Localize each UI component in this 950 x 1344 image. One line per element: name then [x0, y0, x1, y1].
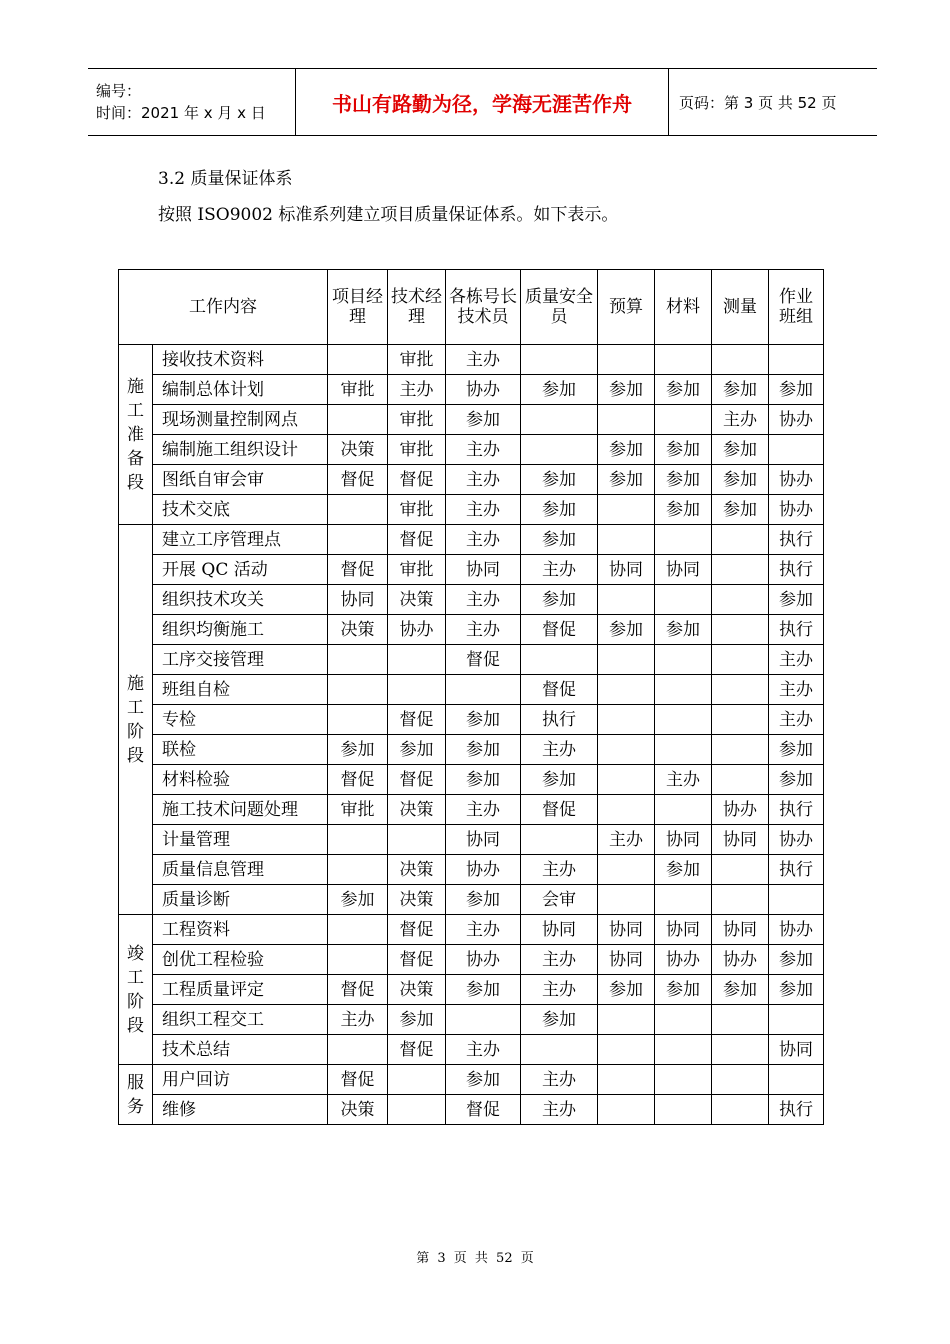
role-cell: 主办	[446, 915, 521, 945]
role-cell: 审批	[388, 405, 446, 435]
header-cell-material: 材料	[655, 270, 712, 345]
role-cell	[655, 795, 712, 825]
role-cell: 主办	[769, 675, 824, 705]
role-cell	[521, 825, 598, 855]
role-cell: 参加	[521, 525, 598, 555]
role-cell: 参加	[598, 435, 655, 465]
role-cell: 参加	[769, 585, 824, 615]
role-cell: 督促	[521, 795, 598, 825]
role-cell: 参加	[769, 375, 824, 405]
role-cell: 决策	[328, 435, 388, 465]
table-row	[119, 465, 824, 495]
page-header	[88, 68, 877, 136]
role-cell	[655, 525, 712, 555]
role-cell	[712, 615, 769, 645]
role-cell: 参加	[446, 975, 521, 1005]
role-cell: 会审	[521, 885, 598, 915]
table-row	[119, 555, 824, 585]
role-cell	[598, 585, 655, 615]
role-cell	[769, 885, 824, 915]
role-cell: 主办	[521, 945, 598, 975]
phase-label: 竣工阶段	[119, 915, 153, 1065]
task-cell: 现场测量控制网点	[153, 405, 328, 435]
role-cell: 主办	[446, 465, 521, 495]
role-cell: 督促	[328, 975, 388, 1005]
role-cell: 参加	[769, 945, 824, 975]
role-cell: 参加	[388, 1005, 446, 1035]
role-cell	[655, 885, 712, 915]
role-cell	[712, 525, 769, 555]
role-cell: 协办	[769, 465, 824, 495]
role-cell	[712, 645, 769, 675]
role-cell	[712, 855, 769, 885]
role-cell: 主办	[446, 1035, 521, 1065]
role-cell: 督促	[388, 1035, 446, 1065]
task-cell: 技术交底	[153, 495, 328, 525]
role-cell: 协同	[446, 825, 521, 855]
role-cell: 督促	[328, 465, 388, 495]
role-cell: 主办	[446, 615, 521, 645]
role-cell: 参加	[655, 975, 712, 1005]
role-cell	[655, 405, 712, 435]
role-cell: 主办	[446, 585, 521, 615]
role-cell: 协同	[769, 1035, 824, 1065]
role-cell: 主办	[521, 855, 598, 885]
role-cell	[328, 825, 388, 855]
role-cell: 协办	[712, 795, 769, 825]
role-cell: 协办	[446, 855, 521, 885]
role-cell: 参加	[655, 435, 712, 465]
role-cell: 参加	[446, 1065, 521, 1095]
role-cell: 协办	[446, 375, 521, 405]
section-title: 3.2 质量保证体系	[158, 169, 293, 189]
table-row	[119, 1095, 824, 1125]
role-cell	[521, 1035, 598, 1065]
role-cell: 决策	[388, 885, 446, 915]
role-cell: 参加	[655, 615, 712, 645]
role-cell: 协同	[328, 585, 388, 615]
role-cell: 督促	[521, 675, 598, 705]
role-cell	[655, 1005, 712, 1035]
role-cell: 执行	[521, 705, 598, 735]
role-cell	[328, 915, 388, 945]
section-intro: 按照 ISO9002 标准系列建立项目质量保证体系。如下表示。	[158, 205, 619, 225]
role-cell: 参加	[521, 585, 598, 615]
role-cell: 督促	[388, 915, 446, 945]
role-cell	[712, 555, 769, 585]
role-cell: 督促	[388, 705, 446, 735]
quality-assurance-table	[118, 269, 824, 1125]
role-cell: 审批	[388, 435, 446, 465]
role-cell: 参加	[712, 465, 769, 495]
table-row	[119, 795, 824, 825]
role-cell	[521, 405, 598, 435]
header-meta	[88, 69, 296, 136]
header-cell-task: 工作内容	[119, 270, 328, 345]
table-row	[119, 1005, 824, 1035]
role-cell	[655, 1095, 712, 1125]
role-cell	[598, 675, 655, 705]
role-cell: 审批	[388, 555, 446, 585]
role-cell: 参加	[598, 975, 655, 1005]
role-cell: 协办	[388, 615, 446, 645]
task-cell: 接收技术资料	[153, 345, 328, 375]
role-cell: 主办	[446, 795, 521, 825]
role-cell: 主办	[655, 765, 712, 795]
role-cell: 协办	[655, 945, 712, 975]
task-cell: 工序交接管理	[153, 645, 328, 675]
role-cell	[328, 645, 388, 675]
table-row	[119, 405, 824, 435]
role-cell	[712, 1065, 769, 1095]
role-cell: 主办	[521, 735, 598, 765]
role-cell	[769, 1005, 824, 1035]
task-cell: 施工技术问题处理	[153, 795, 328, 825]
table-row	[119, 375, 824, 405]
role-cell: 协办	[769, 825, 824, 855]
role-cell: 督促	[388, 765, 446, 795]
table-body	[119, 345, 824, 1125]
task-cell: 组织工程交工	[153, 1005, 328, 1035]
role-cell	[388, 645, 446, 675]
role-cell: 参加	[655, 495, 712, 525]
role-cell: 参加	[655, 375, 712, 405]
role-cell: 协办	[769, 915, 824, 945]
role-cell: 参加	[712, 375, 769, 405]
role-cell: 协办	[712, 945, 769, 975]
role-cell	[598, 795, 655, 825]
table-row	[119, 1035, 824, 1065]
role-cell	[769, 345, 824, 375]
task-cell: 工程质量评定	[153, 975, 328, 1005]
role-cell	[769, 1065, 824, 1095]
role-cell	[388, 1065, 446, 1095]
role-cell	[328, 495, 388, 525]
role-cell: 参加	[655, 855, 712, 885]
role-cell: 参加	[446, 765, 521, 795]
role-cell: 执行	[769, 615, 824, 645]
header-cell-project-manager: 项目经理	[328, 270, 388, 345]
role-cell	[388, 1095, 446, 1125]
table-row	[119, 435, 824, 465]
role-cell	[328, 525, 388, 555]
header-cell-budget: 预算	[598, 270, 655, 345]
role-cell: 协同	[712, 915, 769, 945]
task-cell: 质量诊断	[153, 885, 328, 915]
role-cell	[598, 855, 655, 885]
task-cell: 技术总结	[153, 1035, 328, 1065]
role-cell: 参加	[388, 735, 446, 765]
role-cell: 督促	[446, 645, 521, 675]
role-cell	[598, 345, 655, 375]
role-cell: 参加	[769, 735, 824, 765]
role-cell: 决策	[328, 1095, 388, 1125]
role-cell	[388, 825, 446, 855]
role-cell	[712, 585, 769, 615]
role-cell: 参加	[446, 705, 521, 735]
role-cell: 参加	[769, 765, 824, 795]
role-cell	[446, 675, 521, 705]
role-cell	[328, 945, 388, 975]
table-row	[119, 705, 824, 735]
task-cell: 组织均衡施工	[153, 615, 328, 645]
table-row	[119, 615, 824, 645]
role-cell	[712, 765, 769, 795]
role-cell: 主办	[446, 495, 521, 525]
table-row	[119, 975, 824, 1005]
role-cell: 督促	[388, 525, 446, 555]
role-cell: 参加	[712, 975, 769, 1005]
role-cell	[712, 705, 769, 735]
phase-label: 服务	[119, 1065, 153, 1125]
role-cell: 决策	[388, 585, 446, 615]
role-cell	[446, 1005, 521, 1035]
role-cell: 审批	[388, 495, 446, 525]
role-cell	[328, 1035, 388, 1065]
task-cell: 工程资料	[153, 915, 328, 945]
table-row	[119, 1065, 824, 1095]
page-footer: 第 3 页 共 52 页	[416, 1251, 534, 1266]
role-cell	[598, 645, 655, 675]
header-cell-technical-manager: 技术经理	[388, 270, 446, 345]
task-cell: 图纸自审会审	[153, 465, 328, 495]
header-page-label: 页码：第 3 页 共 52 页	[669, 69, 878, 136]
role-cell: 主办	[712, 405, 769, 435]
role-cell	[598, 705, 655, 735]
role-cell	[655, 585, 712, 615]
task-cell: 材料检验	[153, 765, 328, 795]
role-cell: 协同	[655, 915, 712, 945]
role-cell	[598, 885, 655, 915]
doc-number-label: 编号：	[96, 82, 142, 100]
role-cell: 主办	[446, 435, 521, 465]
role-cell: 协办	[446, 945, 521, 975]
role-cell: 参加	[328, 885, 388, 915]
task-cell: 质量信息管理	[153, 855, 328, 885]
role-cell	[328, 675, 388, 705]
table-header-row	[119, 270, 824, 345]
role-cell: 参加	[446, 405, 521, 435]
table-row	[119, 645, 824, 675]
role-cell: 主办	[598, 825, 655, 855]
role-cell	[712, 1005, 769, 1035]
task-cell: 维修	[153, 1095, 328, 1125]
role-cell: 协同	[446, 555, 521, 585]
role-cell: 参加	[521, 1005, 598, 1035]
role-cell: 协同	[598, 555, 655, 585]
role-cell: 参加	[655, 465, 712, 495]
table-row	[119, 855, 824, 885]
role-cell: 审批	[328, 375, 388, 405]
table-row	[119, 915, 824, 945]
task-cell: 组织技术攻关	[153, 585, 328, 615]
role-cell	[598, 525, 655, 555]
task-cell: 联检	[153, 735, 328, 765]
role-cell: 主办	[521, 555, 598, 585]
role-cell	[521, 345, 598, 375]
role-cell: 主办	[521, 1095, 598, 1125]
role-cell: 督促	[446, 1095, 521, 1125]
role-cell: 执行	[769, 1095, 824, 1125]
role-cell: 主办	[446, 345, 521, 375]
table-row	[119, 495, 824, 525]
header-cell-work-team: 作业班组	[769, 270, 824, 345]
role-cell: 参加	[598, 465, 655, 495]
header-cell-building-technician: 各栋号长技术员	[446, 270, 521, 345]
role-cell: 协同	[598, 945, 655, 975]
task-cell: 创优工程检验	[153, 945, 328, 975]
task-cell: 班组自检	[153, 675, 328, 705]
role-cell	[388, 675, 446, 705]
role-cell: 执行	[769, 855, 824, 885]
role-cell	[328, 705, 388, 735]
role-cell: 主办	[521, 975, 598, 1005]
role-cell: 参加	[769, 975, 824, 1005]
role-cell: 参加	[446, 885, 521, 915]
doc-time-label: 时间：2021 年 x 月 x 日	[96, 104, 266, 122]
role-cell	[598, 1095, 655, 1125]
table-row	[119, 825, 824, 855]
role-cell: 参加	[521, 765, 598, 795]
role-cell	[328, 405, 388, 435]
role-cell: 主办	[328, 1005, 388, 1035]
role-cell: 主办	[769, 705, 824, 735]
role-cell	[712, 1035, 769, 1065]
role-cell	[655, 1065, 712, 1095]
role-cell: 参加	[598, 375, 655, 405]
table-row	[119, 345, 824, 375]
role-cell: 参加	[328, 735, 388, 765]
role-cell: 督促	[328, 555, 388, 585]
role-cell: 参加	[598, 615, 655, 645]
role-cell: 参加	[521, 375, 598, 405]
role-cell	[655, 1035, 712, 1065]
role-cell	[598, 405, 655, 435]
role-cell	[769, 435, 824, 465]
task-cell: 建立工序管理点	[153, 525, 328, 555]
role-cell	[598, 1005, 655, 1035]
phase-label: 施工阶段	[119, 525, 153, 915]
role-cell	[712, 1095, 769, 1125]
role-cell	[712, 735, 769, 765]
role-cell: 主办	[446, 525, 521, 555]
role-cell: 参加	[521, 495, 598, 525]
task-cell: 专检	[153, 705, 328, 735]
table-row	[119, 735, 824, 765]
role-cell: 督促	[328, 765, 388, 795]
role-cell	[598, 765, 655, 795]
role-cell	[521, 645, 598, 675]
role-cell	[655, 705, 712, 735]
table-row	[119, 765, 824, 795]
task-cell: 编制施工组织设计	[153, 435, 328, 465]
table-row	[119, 585, 824, 615]
role-cell: 督促	[328, 1065, 388, 1095]
role-cell: 决策	[388, 795, 446, 825]
table-row	[119, 525, 824, 555]
role-cell: 决策	[388, 975, 446, 1005]
role-cell: 执行	[769, 555, 824, 585]
role-cell: 参加	[712, 495, 769, 525]
role-cell	[655, 735, 712, 765]
role-cell	[598, 1065, 655, 1095]
phase-label: 施工准备段	[119, 345, 153, 525]
role-cell: 执行	[769, 525, 824, 555]
role-cell	[598, 1035, 655, 1065]
task-cell: 计量管理	[153, 825, 328, 855]
task-cell: 用户回访	[153, 1065, 328, 1095]
role-cell: 督促	[388, 945, 446, 975]
role-cell	[655, 675, 712, 705]
role-cell: 决策	[328, 615, 388, 645]
role-cell	[521, 435, 598, 465]
role-cell: 协同	[521, 915, 598, 945]
role-cell: 督促	[388, 465, 446, 495]
task-cell: 开展 QC 活动	[153, 555, 328, 585]
role-cell: 主办	[769, 645, 824, 675]
role-cell: 参加	[521, 465, 598, 495]
role-cell: 审批	[328, 795, 388, 825]
role-cell	[655, 345, 712, 375]
role-cell: 审批	[388, 345, 446, 375]
role-cell	[598, 735, 655, 765]
role-cell: 参加	[712, 435, 769, 465]
role-cell	[598, 495, 655, 525]
role-cell: 协办	[769, 405, 824, 435]
role-cell: 协同	[655, 825, 712, 855]
role-cell: 协同	[598, 915, 655, 945]
role-cell	[712, 885, 769, 915]
role-cell: 督促	[521, 615, 598, 645]
header-cell-quality-safety: 质量安全员	[521, 270, 598, 345]
table-row	[119, 675, 824, 705]
role-cell	[655, 645, 712, 675]
table-row	[119, 945, 824, 975]
role-cell: 协同	[712, 825, 769, 855]
role-cell: 主办	[388, 375, 446, 405]
role-cell: 协同	[655, 555, 712, 585]
role-cell	[328, 855, 388, 885]
role-cell: 协办	[769, 495, 824, 525]
header-cell-survey: 测量	[712, 270, 769, 345]
role-cell: 决策	[388, 855, 446, 885]
role-cell: 主办	[521, 1065, 598, 1095]
role-cell: 参加	[446, 735, 521, 765]
header-motto: 书山有路勤为径，学海无涯苦作舟	[296, 69, 669, 136]
task-cell: 编制总体计划	[153, 375, 328, 405]
role-cell	[328, 345, 388, 375]
role-cell	[712, 345, 769, 375]
role-cell: 执行	[769, 795, 824, 825]
table-row	[119, 885, 824, 915]
role-cell	[712, 675, 769, 705]
